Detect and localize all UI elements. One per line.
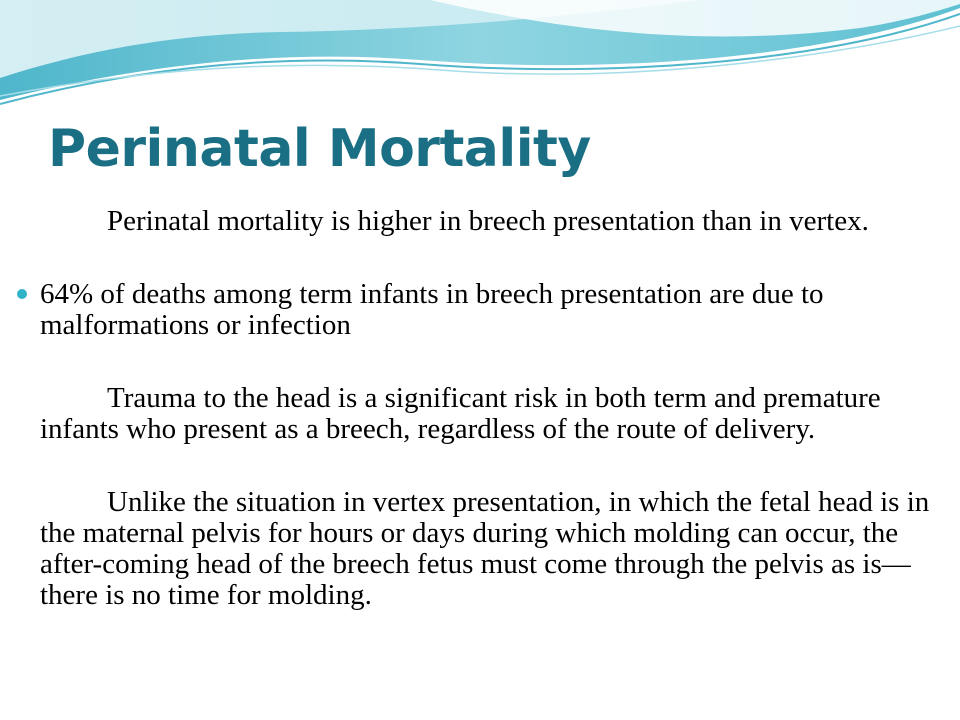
paragraph-1-text: Perinatal mortality is higher in breech presentation than in vertex. <box>107 205 869 237</box>
bullet-item-1 <box>40 279 930 341</box>
slide-title: Perinatal Mortality <box>48 119 591 179</box>
paragraph-4-text: Unlike the situation in vertex presentation, in which the fetal head is in the maternal pelvis for hours or days during which molding can occur, the after-coming head of the breech fetus must come through the pelvis as is—there is no time for molding. <box>40 486 930 611</box>
bullet-icon <box>17 289 27 299</box>
header-wave-decoration <box>0 0 960 120</box>
paragraph-1 <box>40 206 930 237</box>
paragraph-3-text: Trauma to the head is a significant risk in both term and premature infants who present as a breech, regardless of the route of delivery. <box>40 382 881 445</box>
slide-content <box>40 206 930 653</box>
bullet-item-1-text: 64% of deaths among term infants in breech presentation are due to malformations or infection <box>40 278 824 341</box>
paragraph-3 <box>40 383 930 445</box>
paragraph-4 <box>40 487 930 611</box>
